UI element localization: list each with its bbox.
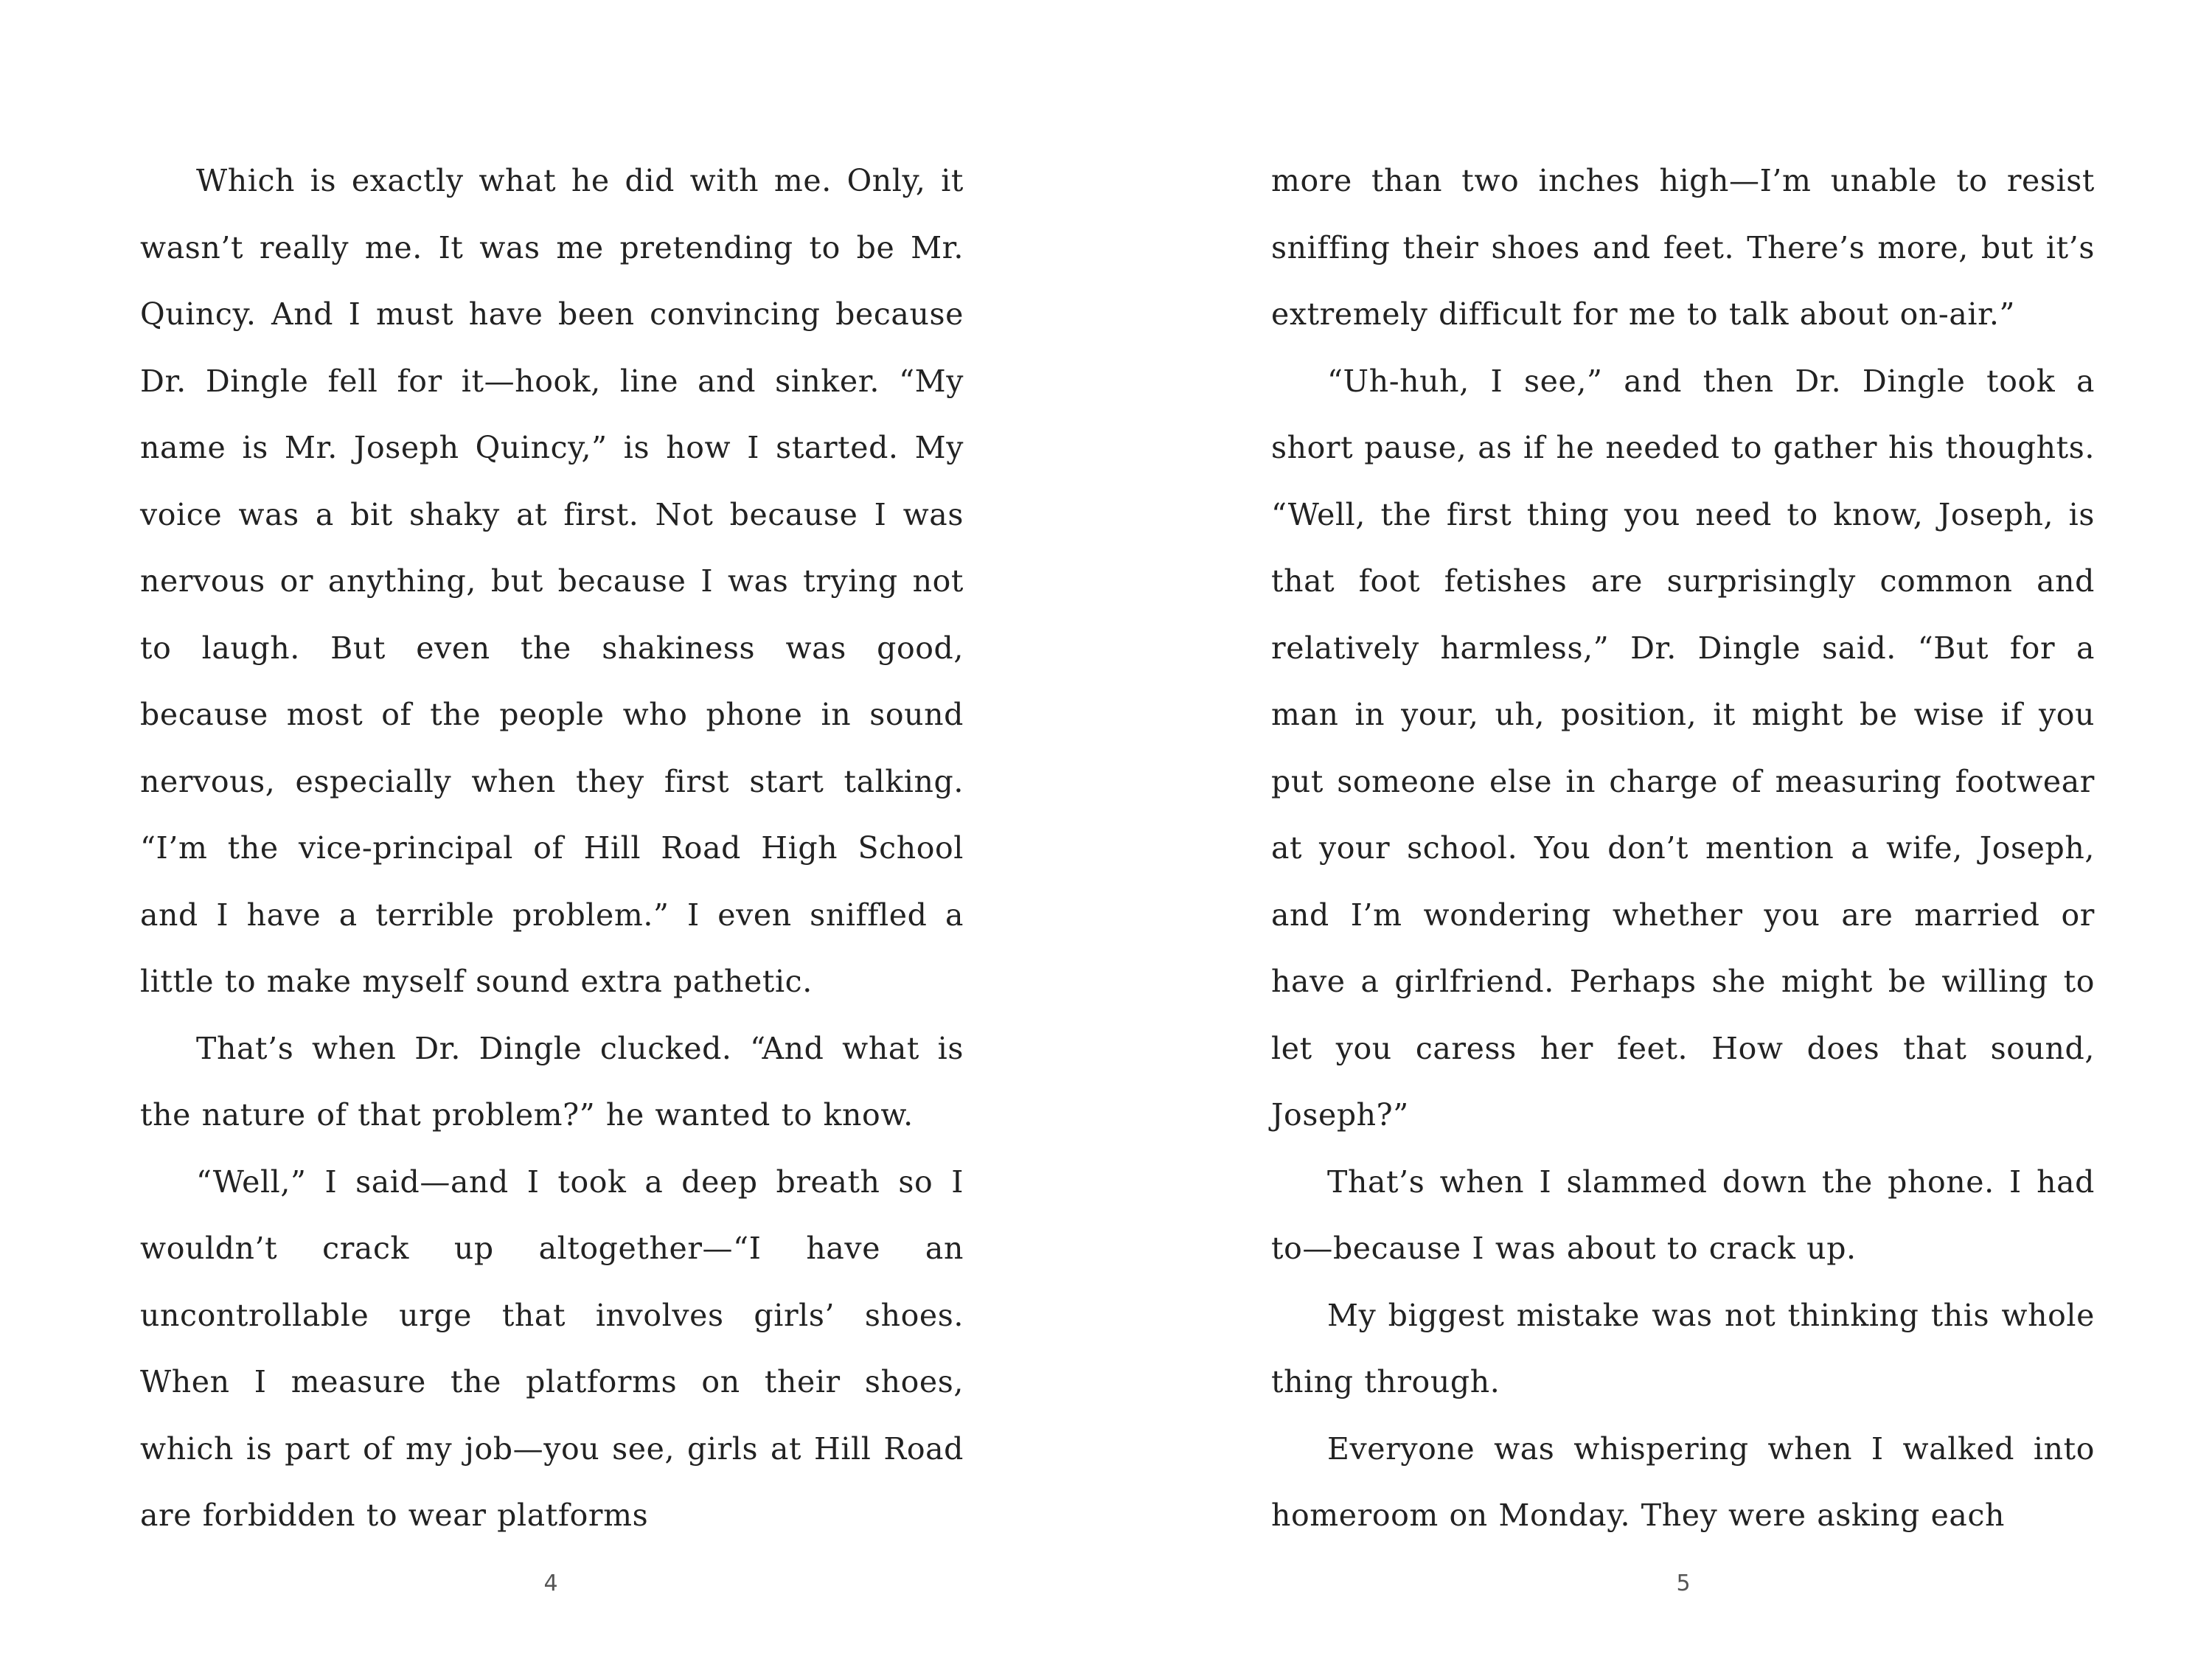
paragraph: Which is exactly what he did with me. Only, it wasn’t really me. It was me pretending to be Mr. Quincy. And I must have been convincing because Dr. Dingle fell for it—hook, line and sinker. “My name is Mr. Joseph Quincy,” is how I started. My voice was a bit shaky at first. Not because I was nervous or anything, but because I was trying not to laugh. But even the shakiness was good, because most of the people who phone in sound nervous, especially when they first start talking. “I’m the vice-principal of Hill Road High School and I have a terrible problem.” I even sniffled a little to make myself sound extra pathetic. [140,163,964,999]
right-page [1106,0,2212,1659]
paragraph: “Uh-huh, I see,” and then Dr. Dingle took a short pause, as if he needed to gather his thoughts. “Well, the first thing you need to know, Joseph, is that foot fetishes are surprisingly common and relatively harmless,” Dr. Dingle said. “But for a man in your, uh, position, it might be wise if you put someone else in charge of measuring footwear at your school. You don’t mention a wife, Joseph, and I’m wondering whether you are married or have a girlfriend. Perhaps she might be willing to let you caress her feet. How does that sound, Joseph?” [1271,363,2095,1133]
page-number: 5 [1676,1571,1691,1596]
continued-paragraph: more than two inches high—I’m unable to resist sniffing their shoes and feet. There’s more, but it’s extremely difficult for me to talk about on-air.” [1271,163,2095,332]
left-page-text [140,147,964,1549]
paragraph: My biggest mistake was not thinking this whole thing through. [1271,1297,2095,1399]
page-number: 4 [543,1571,558,1596]
paragraph: That’s when I slammed down the phone. I had to—because I was about to crack up. [1271,1164,2095,1266]
paragraph: That’s when Dr. Dingle clucked. “And what is the nature of that problem?” he wanted to know. [140,1030,964,1133]
right-page-text [1271,147,2095,1549]
paragraph: Everyone was whispering when I walked into homeroom on Monday. They were asking each [1271,1430,2095,1533]
paragraph: “Well,” I said—and I took a deep breath so I wouldn’t crack up altogether—“I have an uncontrollable urge that involves girls’ shoes. When I measure the platforms on their shoes, which is part of my job—you see, girls at Hill Road are forbidden to wear platforms [140,1164,964,1533]
